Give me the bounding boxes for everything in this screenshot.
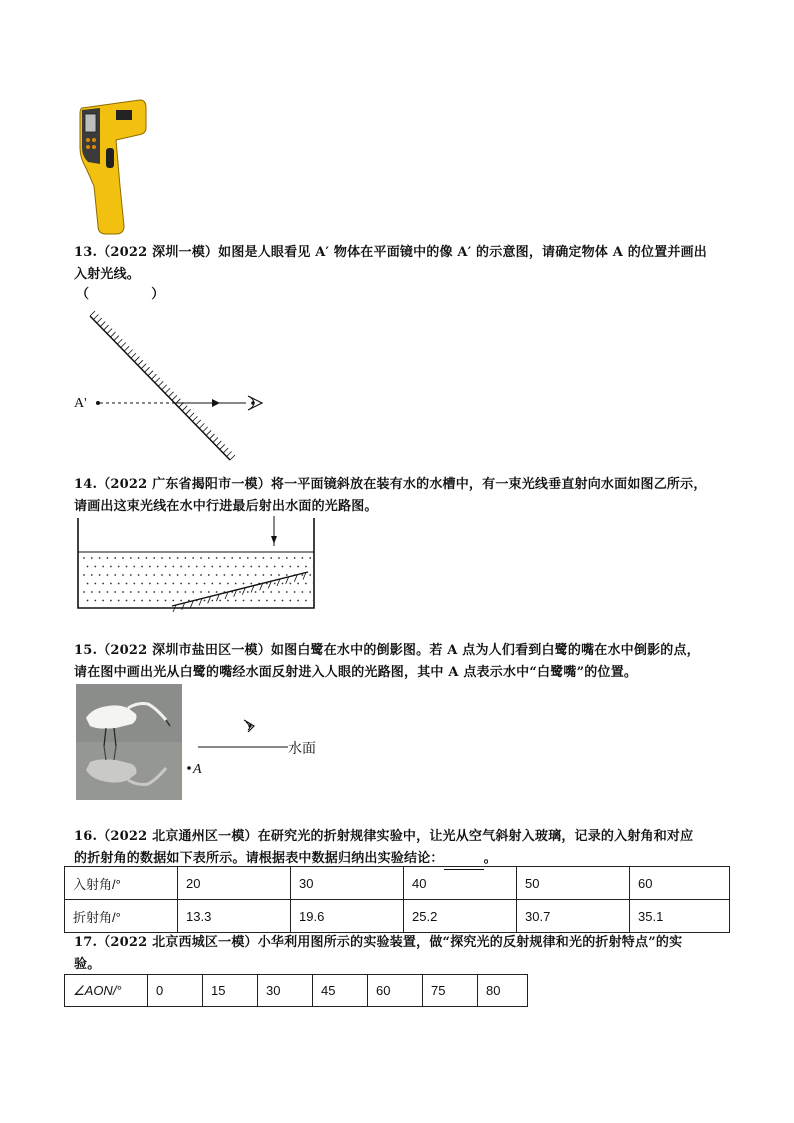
table-cell: 30: [291, 867, 404, 900]
eye-icon: [244, 720, 254, 732]
q16-line1: 16.（2022 北京通州区一模）在研究光的折射规律实验中，让光从空气斜射入玻璃，记录的入射角和对应: [74, 829, 694, 844]
table-cell: 20: [178, 867, 291, 900]
q14-water-tank-diagram: [76, 516, 320, 612]
table-cell: 13.3: [178, 900, 291, 933]
q14-line1: 14.（2022 广东省揭阳市一模）将一平面镜斜放在装有水的水槽中，有一束光线垂直射向水面如图乙所示，: [74, 477, 707, 492]
table-cell: 75: [423, 975, 478, 1007]
table-cell: 0: [148, 975, 203, 1007]
table-row: [65, 900, 730, 933]
point-a-prime: [96, 401, 100, 405]
table-cell: 40: [404, 867, 517, 900]
water-surface-label: 水面: [288, 742, 316, 757]
q17-table: [64, 974, 528, 1007]
table-cell: 30.7: [517, 900, 630, 933]
q15-line2: 请在图中画出光从白鹭的嘴经水面反射进入人眼的光路图，其中 A 点表示水中“白鹭嘴”的位置。: [74, 665, 638, 680]
table-cell: 折射角/°: [65, 900, 178, 933]
table-cell: 30: [258, 975, 313, 1007]
q15-text: [74, 640, 754, 684]
table-row: [65, 867, 730, 900]
q16-line2-end: 。: [483, 851, 497, 866]
q13-mirror-diagram: [70, 308, 270, 468]
point-a: [187, 766, 191, 770]
table-cell: 60: [368, 975, 423, 1007]
q13-line2: 入射光线。: [74, 267, 141, 282]
eye-icon: [248, 396, 262, 410]
q13-label-a-prime: A': [74, 396, 87, 411]
q16-table: [64, 866, 730, 933]
table-row: [65, 975, 528, 1007]
q13-line1: 13.（2022 深圳一模）如图是人眼看见 A′ 物体在平面镜中的像 A′ 的示意图，请确定物体 A 的位置并画出: [74, 245, 707, 260]
ray-arrow: [212, 399, 220, 407]
table-cell: 50: [517, 867, 630, 900]
infrared-thermometer-image: [76, 98, 148, 238]
q14-line2: 请画出这束光线在水中行进最后射出水面的光路图。: [74, 499, 378, 514]
table-cell: 60: [630, 867, 730, 900]
table-cell: 入射角/°: [65, 867, 178, 900]
table-cell: 19.6: [291, 900, 404, 933]
table-cell: 15: [203, 975, 258, 1007]
q17-text: [74, 932, 754, 976]
q13-paren-close: ）: [151, 287, 165, 302]
q15-line1: 15.（2022 深圳市盐田区一模）如图白鹭在水中的倒影图。若 A 点为人们看到白鹭的嘴在水中倒影的点，: [74, 643, 700, 658]
q17-line2: 验。: [74, 957, 101, 972]
incident-light-ray: [271, 516, 277, 546]
point-a-label: A: [193, 762, 202, 777]
table-cell: 80: [478, 975, 528, 1007]
q13-text: [74, 242, 754, 286]
table-cell: ∠AON/°: [65, 975, 148, 1007]
table-cell: 35.1: [630, 900, 730, 933]
q13-paren-open: （: [76, 287, 90, 302]
egret-reflection-photo: [76, 684, 182, 800]
q16-text: [74, 826, 754, 870]
table-cell: 45: [313, 975, 368, 1007]
plane-mirror: [90, 311, 235, 460]
q14-text: [74, 474, 754, 518]
q16-line2-text: 的折射角的数据如下表所示。请根据表中数据归纳出实验结论：: [74, 851, 444, 866]
q13-answer-blank: [76, 284, 164, 306]
table-cell: 25.2: [404, 900, 517, 933]
q17-line1: 17.（2022 北京西城区一模）小华利用图所示的实验装置，做“探究光的反射规律和光的折射特点”的实: [74, 935, 683, 950]
